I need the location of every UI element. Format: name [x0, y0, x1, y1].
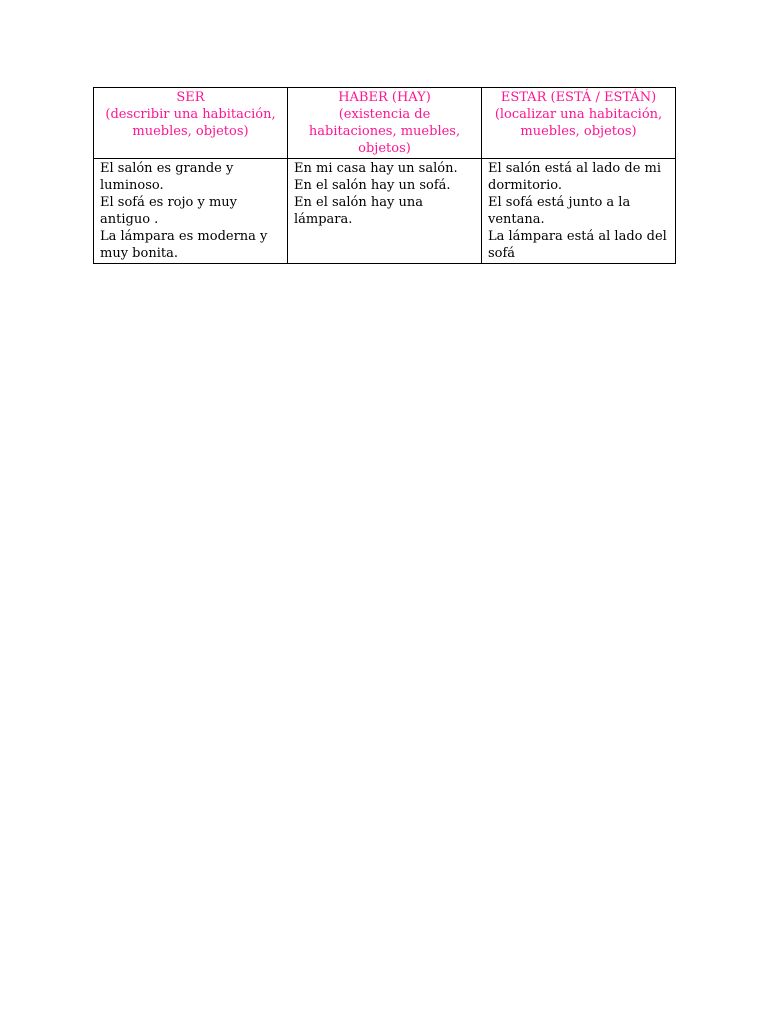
example-sentence: En el salón hay un sofá. [294, 178, 451, 193]
table-row [94, 159, 676, 264]
example-sentence: En el salón hay una lámpara. [294, 195, 428, 227]
example-sentence: El salón es grande y luminoso. [100, 161, 238, 193]
header-estar [482, 88, 676, 159]
header-haber-title: HABER (HAY) [338, 90, 431, 105]
example-sentence: La lámpara está al lado del sofá [488, 229, 671, 261]
example-sentence: El salón está al lado de mi dormitorio. [488, 161, 666, 193]
cell-estar-examples [482, 159, 676, 264]
cell-haber-examples [288, 159, 482, 264]
header-haber-subtitle: (existencia de habitaciones, muebles, objetos) [308, 107, 465, 156]
example-sentence: El sofá está junto a la ventana. [488, 195, 635, 227]
header-estar-title: ESTAR (ESTÁ / ESTÁN) [500, 90, 657, 105]
example-sentence: El sofá es rojo y muy antiguo . [100, 195, 242, 227]
header-haber [288, 88, 482, 159]
example-sentence: En mi casa hay un salón. [294, 161, 458, 176]
grammar-table [93, 87, 676, 264]
header-ser [94, 88, 288, 159]
header-ser-subtitle: (describir una habitación, muebles, objetos) [105, 107, 280, 139]
header-ser-title: SER [176, 90, 205, 105]
example-sentence: La lámpara es moderna y muy bonita. [100, 229, 272, 261]
header-estar-subtitle: (localizar una habitación, muebles, objetos) [494, 107, 667, 139]
table-header-row [94, 88, 676, 159]
cell-ser-examples [94, 159, 288, 264]
